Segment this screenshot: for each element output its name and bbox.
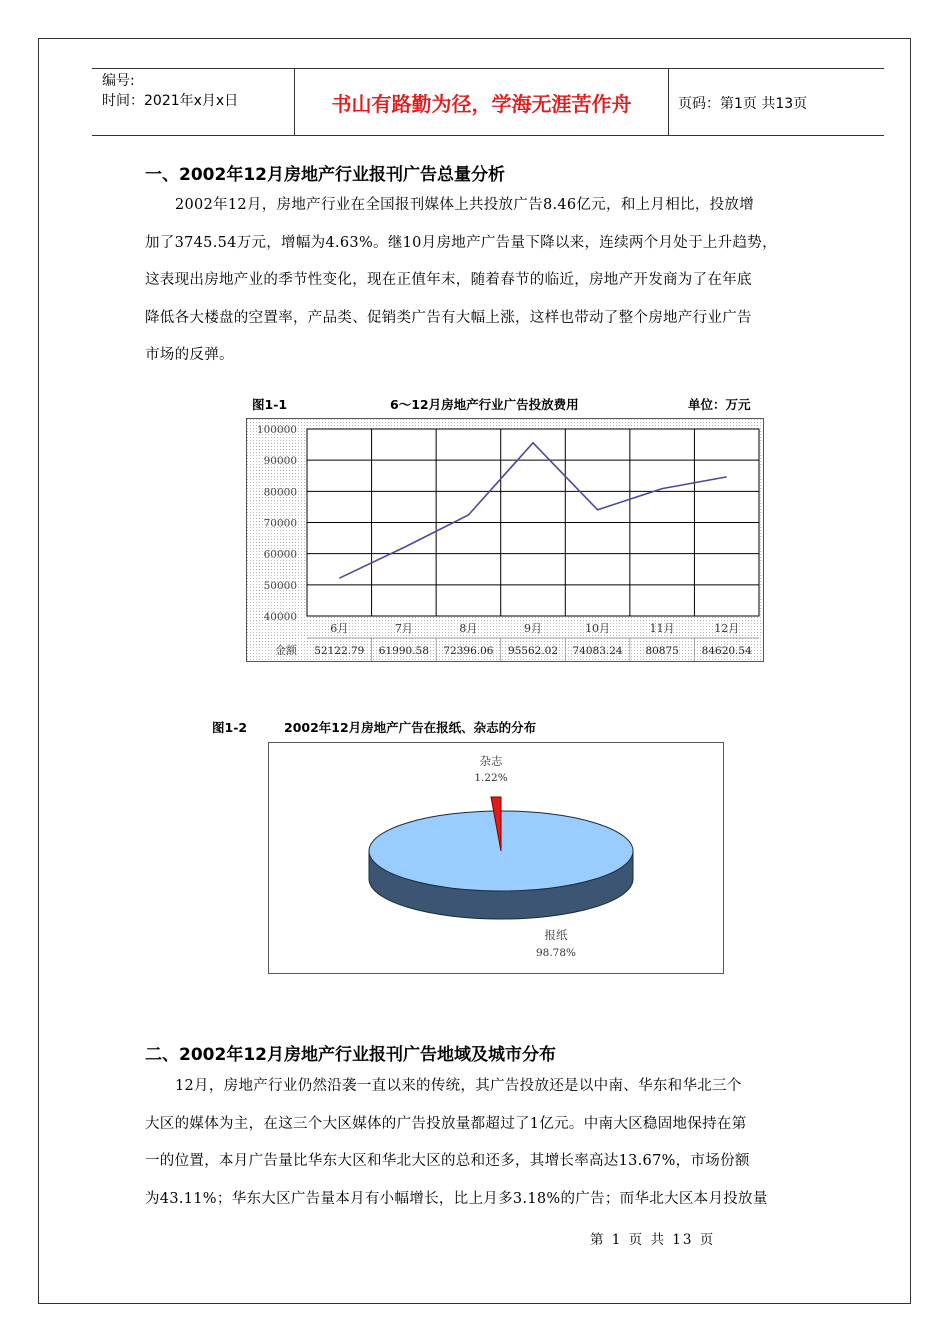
magazine-percent: 1.22% — [474, 772, 508, 784]
paragraph-line: 这表现出房地产业的季节性变化，现在正值年末，随着春节的临近，房地产开发商为了在年底 — [145, 272, 752, 289]
header-meta — [102, 71, 238, 111]
figure-2-label: 图1-2 — [212, 720, 248, 735]
y-tick-label: 100000 — [256, 424, 297, 436]
x-category-label: 7月 — [394, 622, 413, 635]
header-divider — [668, 69, 669, 135]
data-value-label: 84620.54 — [701, 645, 752, 657]
serial-number-label: 编号: — [102, 73, 135, 89]
paragraph-line: 为43.11%；华东大区广告量本月有小幅增长，比上月多3.18%的广告；而华北大区本月投放量 — [145, 1190, 768, 1207]
section-1-title: 一、2002年12月房地产行业报刊广告总量分析 — [145, 165, 505, 185]
y-tick-label: 70000 — [263, 517, 297, 530]
amount-row-label: 金额 — [275, 644, 297, 657]
section-2-title: 二、2002年12月房地产行业报刊广告地域及城市分布 — [145, 1045, 556, 1065]
section-2-paragraph — [145, 1068, 845, 1218]
x-category-label: 6月 — [330, 622, 349, 635]
line-chart — [247, 419, 763, 661]
y-tick-label: 40000 — [263, 611, 297, 623]
x-category-label: 9月 — [524, 622, 542, 635]
figure-2-title: 2002年12月房地产广告在报纸、杂志的分布 — [284, 720, 537, 735]
newspaper-label: 报纸 — [544, 928, 568, 942]
x-category-label: 8月 — [459, 622, 478, 635]
document-header — [92, 68, 884, 136]
data-value-label: 95562.02 — [507, 645, 559, 657]
data-value-label: 72396.06 — [443, 645, 494, 657]
paragraph-line: 降低各大楼盘的空置率，产品类、促销类广告有大幅上涨，这样也带动了整个房地产行业广告 — [145, 309, 752, 326]
x-category-label: 10月 — [585, 622, 611, 635]
header-motto: 书山有路勤为径，学海无涯苦作舟 — [331, 91, 632, 116]
page-footer: 第 1 页 共 13 页 — [590, 1232, 716, 1248]
paragraph-line: 市场的反弹。 — [145, 347, 234, 364]
paragraph-line: 加了3745.54万元，增幅为4.63%。继10月房地产广告量下降以来，连续两个月处于上升趋势， — [145, 234, 777, 251]
paragraph-line: 2002年12月，房地产行业在全国报刊媒体上共投放广告8.46亿元，和上月相比，投放增 — [175, 197, 755, 213]
y-tick-label: 60000 — [263, 548, 297, 561]
y-tick-label: 90000 — [263, 455, 297, 468]
y-tick-label: 80000 — [263, 486, 297, 499]
figure-1-title: 6～12月房地产行业广告投放费用 — [390, 397, 579, 412]
y-tick-label: 50000 — [263, 579, 297, 592]
x-category-label: 11月 — [649, 622, 675, 635]
line-chart-box — [246, 418, 764, 662]
paragraph-line: 大区的媒体为主，在这三个大区媒体的广告投放量都超过了1亿元。中南大区稳固地保持在第 — [145, 1115, 747, 1132]
header-page-number: 页码：第1页 共13页 — [678, 96, 808, 112]
figure-1-unit: 单位：万元 — [688, 397, 751, 412]
date-label: 时间：2021年x月x日 — [102, 93, 239, 109]
paragraph-line: 12月，房地产行业仍然沿袭一直以来的传统，其广告投放还是以中南、华东和华北三个 — [175, 1078, 742, 1094]
data-value-label: 80875 — [645, 645, 679, 657]
newspaper-percent: 98.78% — [535, 947, 577, 959]
pie-chart — [269, 743, 723, 973]
x-category-label: 12月 — [714, 622, 740, 635]
paragraph-line: 一的位置，本月广告量比华东大区和华北大区的总和还多，其增长率高达13.67%，市场份额 — [145, 1153, 750, 1170]
data-value-label: 74083.24 — [572, 645, 623, 657]
section-1-paragraph — [145, 187, 845, 375]
data-value-label: 61990.58 — [378, 645, 429, 657]
magazine-label: 杂志 — [479, 754, 503, 768]
pie-chart-box — [268, 742, 724, 974]
data-value-label: 52122.79 — [314, 645, 365, 657]
figure-1-label: 图1-1 — [252, 397, 288, 412]
